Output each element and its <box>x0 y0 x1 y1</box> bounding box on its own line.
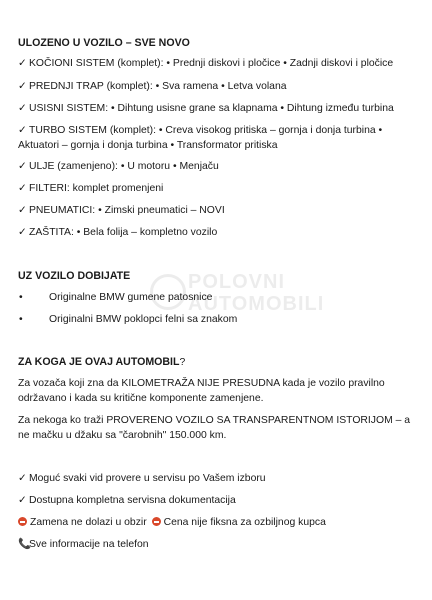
section-audience-title: ZA KOGA JE OVAJ AUTOMOBIL? <box>18 356 186 368</box>
footer-line-inspection: ✓ Moguć svaki vid provere u servisu po Vašem izboru <box>18 472 418 487</box>
check-icon: ✓ <box>18 183 27 194</box>
check-icon: ✓ <box>18 227 27 238</box>
check-icon: ✓ <box>18 495 27 506</box>
check-icon: ✓ <box>18 125 27 136</box>
check-icon: ✓ <box>18 103 27 114</box>
paragraph-history: Za nekoga ko traži PROVERENO VOZILO SA TRANSPARENTNOM ISTORIJOM – a ne mačku u džaku sa "čarobnih" 150.000 km. <box>18 415 411 441</box>
no-entry-icon <box>18 517 27 526</box>
bullet-icon: • <box>19 292 23 303</box>
footer-line-phone: 📞Sve informacije na telefon <box>18 538 418 553</box>
section-installed-title: ULOZENO U VOZILO – SVE NOVO <box>18 37 190 49</box>
list-item-oil: ✓ ULJE (zamenjeno): • U motoru • Menjaču <box>18 160 418 175</box>
list-item-turbo: ✓ TURBO SISTEM (komplet): • Creva visokog pritiska – gornja i donja turbina • Aktuatori – gornja i donja turbina • Transformator pritiska <box>18 125 383 151</box>
list-item-tires: ✓ PNEUMATICI: • Zimski pneumatici – NOVI <box>18 204 418 219</box>
no-entry-icon <box>152 517 161 526</box>
watermark-line2: AUTOMOBILI <box>188 293 325 315</box>
watermark-line1: POLOVNI <box>188 271 286 293</box>
check-icon: ✓ <box>18 473 27 484</box>
paragraph-mileage: Za vozača koji zna da KILOMETRAŽA NIJE PRESUDNA kada je vozilo pravilno održavano i kada su kritične komponente zamenjene. <box>18 378 385 404</box>
section-included-title: UZ VOZILO DOBIJATE <box>18 270 131 282</box>
list-item-brakes: ✓ KOČIONI SISTEM (komplet): • Prednji diskovi i pločice • Zadnji diskovi i pločice <box>18 57 418 72</box>
list-item-filters: ✓ FILTERI: komplet promenjeni <box>18 182 418 197</box>
list-item-front-suspension: ✓ PREDNJI TRAP (komplet): • Sva ramena • Letva volana <box>18 80 418 95</box>
bullet-icon: • <box>19 314 23 325</box>
footer-line-documentation: ✓ Dostupna kompletna servisna dokumentacija <box>18 494 418 509</box>
list-item-intake: ✓ USISNI SISTEM: • Dihtung usisne grane sa klapnama • Dihtung između turbina <box>18 102 418 117</box>
list-item-protection: ✓ ZAŠTITA: • Bela folija – kompletno vozilo <box>18 226 418 241</box>
check-icon: ✓ <box>18 58 27 69</box>
footer-line-price: Zamena ne dolazi u obzir Cena nije fiksna za ozbiljnog kupca <box>18 516 418 531</box>
check-icon: ✓ <box>18 81 27 92</box>
check-icon: ✓ <box>18 205 27 216</box>
phone-icon: 📞 <box>18 539 31 550</box>
check-icon: ✓ <box>18 161 27 172</box>
